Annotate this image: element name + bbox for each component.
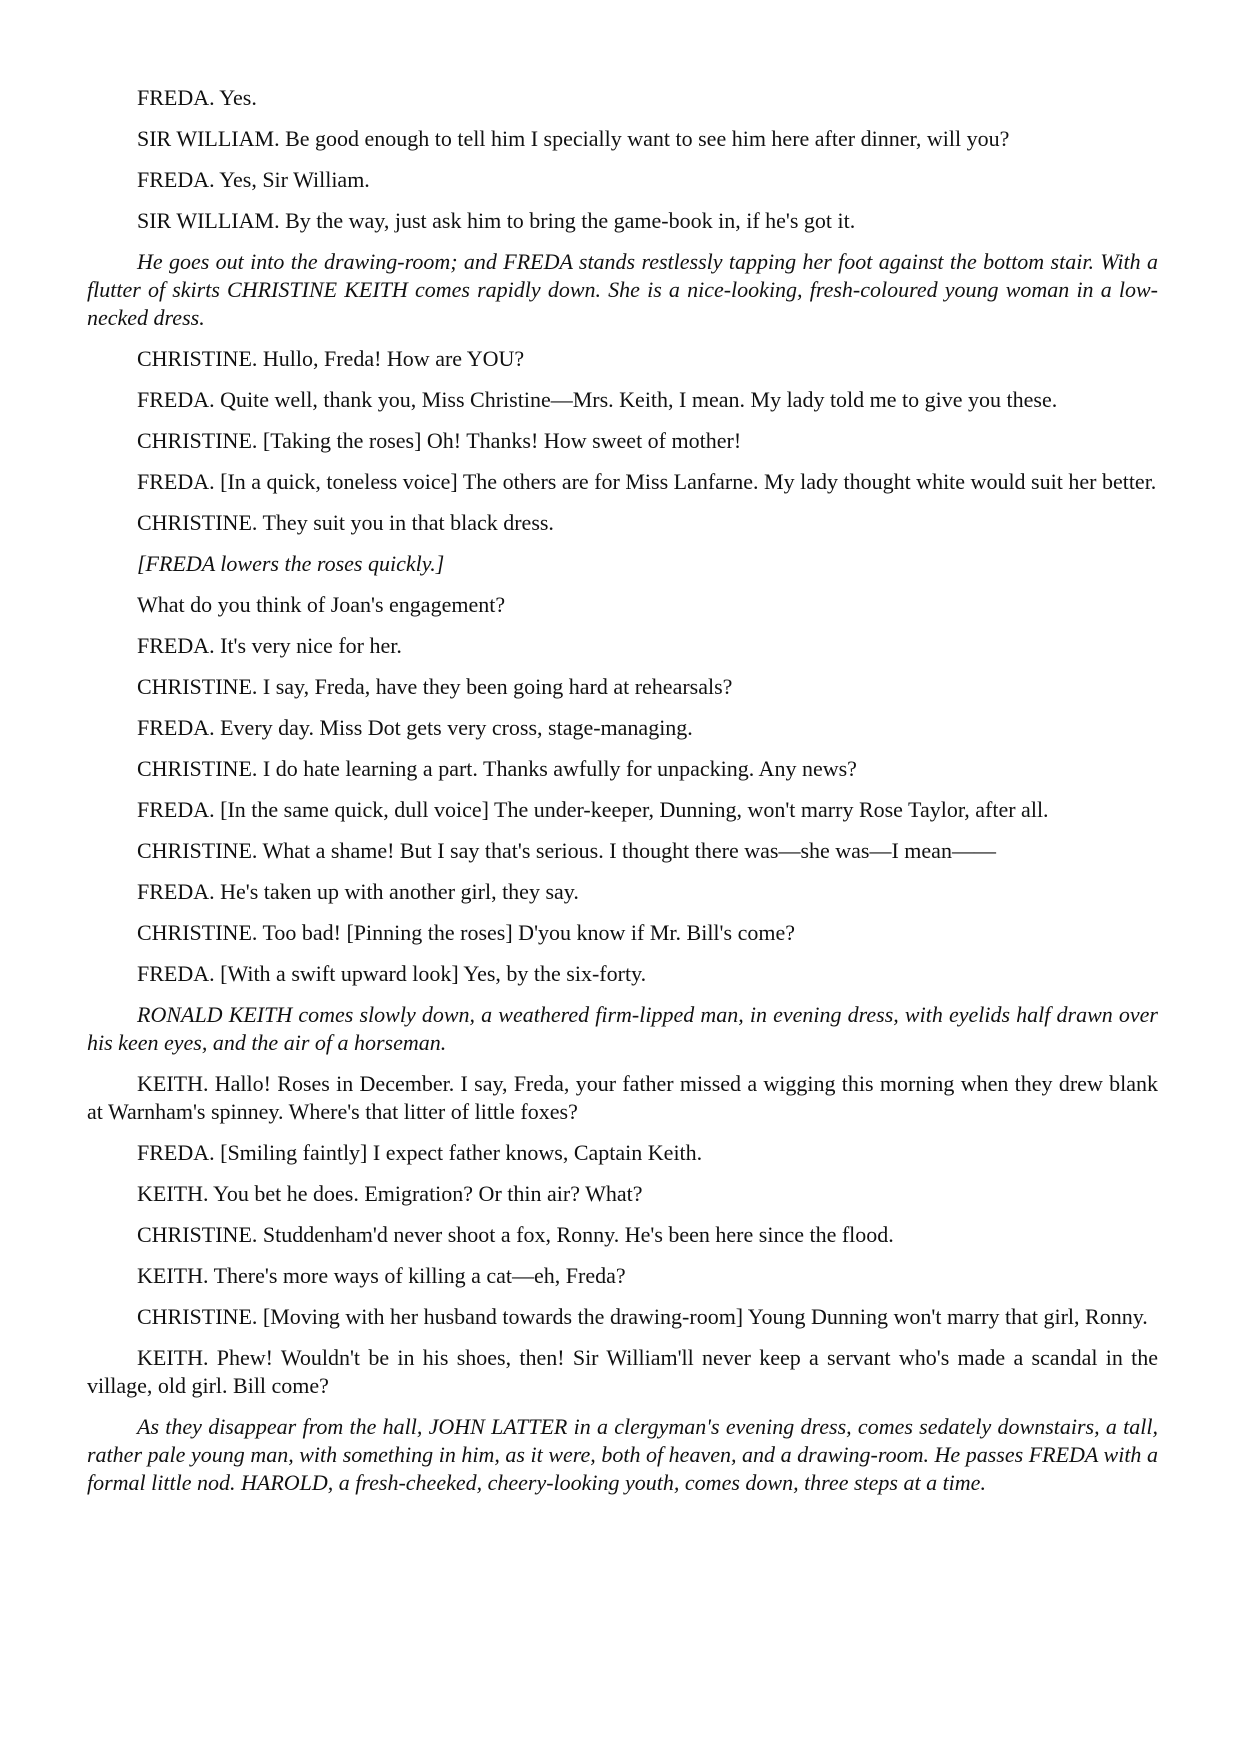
speech-line: KEITH. Phew! Wouldn't be in his shoes, then! Sir William'll never keep a servant who's made a scandal in the village, old girl. Bill come? [87,1345,1158,1398]
speech-line: FREDA. [Smiling faintly] I expect father knows, Captain Keith. [137,1140,703,1165]
speech-line: CHRISTINE. I do hate learning a part. Thanks awfully for unpacking. Any news? [137,756,857,781]
speech-line: FREDA. Yes, Sir William. [137,167,370,192]
speech-line: CHRISTINE. What a shame! But I say that's serious. I thought there was—she was—I mean—— [137,838,996,863]
speech-line: CHRISTINE. [Moving with her husband towards the drawing-room] Young Dunning won't marry that girl, Ronny. [137,1304,1148,1329]
speech-line: CHRISTINE. [Taking the roses] Oh! Thanks! How sweet of mother! [137,428,742,453]
stage-direction: As they disappear from the hall, JOHN LATTER in a clergyman's evening dress, comes sedately downstairs, a tall, rather pale young man, with something in him, as it were, both of heaven, and a drawing-room. He passes FREDA with a formal little nod. HAROLD, a fresh-cheeked, cheery-looking youth, comes down, three steps at a time. [87,1414,1158,1495]
speech-line: SIR WILLIAM. By the way, just ask him to bring the game-book in, if he's got it. [137,208,856,233]
stage-direction: RONALD KEITH comes slowly down, a weathered firm-lipped man, in evening dress, with eyelids half drawn over his keen eyes, and the air of a horseman. [87,1002,1158,1055]
speech-line: FREDA. [In a quick, toneless voice] The others are for Miss Lanfarne. My lady thought white would suit her better. [137,469,1157,494]
speech-line: FREDA. He's taken up with another girl, they say. [137,879,579,904]
speech-line: KEITH. Hallo! Roses in December. I say, Freda, your father missed a wigging this morning when they drew blank at Warnham's spinney. Where's that litter of little foxes? [87,1071,1158,1124]
speech-line: FREDA. [With a swift upward look] Yes, by the six-forty. [137,961,647,986]
speech-line: FREDA. Yes. [137,85,257,110]
speech-line: SIR WILLIAM. Be good enough to tell him I specially want to see him here after dinner, will you? [137,126,1010,151]
speech-line: FREDA. Quite well, thank you, Miss Christine—Mrs. Keith, I mean. My lady told me to give you these. [137,387,1058,412]
speech-line: CHRISTINE. Hullo, Freda! How are YOU? [137,346,525,371]
speech-line: CHRISTINE. They suit you in that black dress. [137,510,554,535]
speech-line: KEITH. You bet he does. Emigration? Or thin air? What? [137,1181,643,1206]
speech-line: FREDA. [In the same quick, dull voice] The under-keeper, Dunning, won't marry Rose Taylor, after all. [137,797,1049,822]
stage-direction: He goes out into the drawing-room; and FREDA stands restlessly tapping her foot against the bottom stair. With a flutter of skirts CHRISTINE KEITH comes rapidly down. She is a nice-looking, fresh-coloured young woman in a low-necked dress. [87,249,1158,330]
speech-line: KEITH. There's more ways of killing a cat—eh, Freda? [137,1263,626,1288]
speech-line: CHRISTINE. Too bad! [Pinning the roses] D'you know if Mr. Bill's come? [137,920,795,945]
speech-line: FREDA. It's very nice for her. [137,633,402,658]
speech-line: CHRISTINE. Studdenham'd never shoot a fox, Ronny. He's been here since the flood. [137,1222,894,1247]
speech-line: CHRISTINE. I say, Freda, have they been going hard at rehearsals? [137,674,733,699]
speech-line: What do you think of Joan's engagement? [137,592,506,617]
speech-line: FREDA. Every day. Miss Dot gets very cross, stage-managing. [137,715,693,740]
stage-direction: [FREDA lowers the roses quickly.] [137,551,445,576]
play-text-page [87,84,1158,1510]
